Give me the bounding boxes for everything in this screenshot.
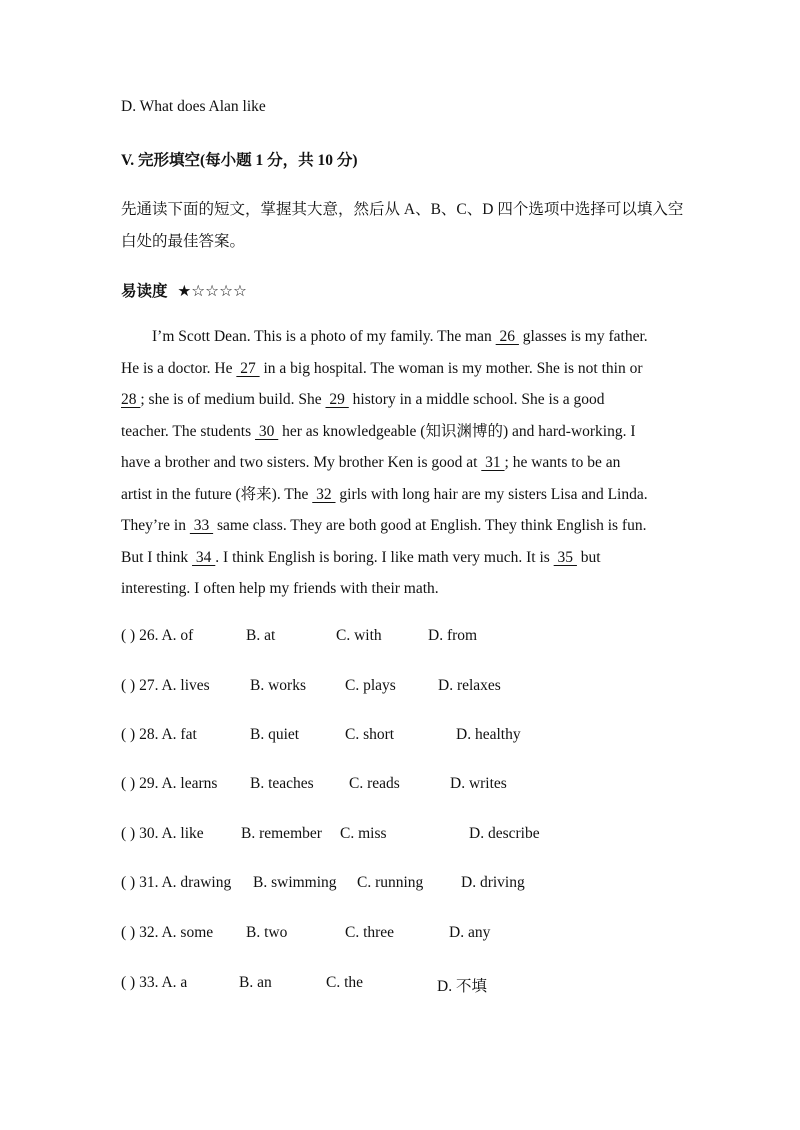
passage-blank: 29 bbox=[325, 391, 349, 408]
passage-line bbox=[121, 542, 681, 574]
option-c: C. three bbox=[345, 924, 395, 941]
passage-text: same class. They are both good at English. They think English is fun. bbox=[213, 517, 647, 534]
passage-text: They’re in bbox=[121, 517, 190, 534]
option-b: B. swimming bbox=[253, 874, 337, 891]
section-instruction-line-2: 白处的最佳答案。 bbox=[121, 233, 246, 250]
passage-line bbox=[121, 479, 681, 511]
question-number-option-a: ( ) 27. A. lives bbox=[121, 677, 210, 694]
passage-line bbox=[121, 416, 681, 448]
passage-text: ; he wants to be an bbox=[504, 454, 621, 471]
passage-text: artist in the future (将来). The bbox=[121, 485, 313, 503]
passage-text: He is a doctor. He bbox=[121, 359, 237, 377]
option-b: B. quiet bbox=[250, 726, 300, 743]
passage-text: her as knowledgeable (知识渊博的) and hard-working. I bbox=[278, 422, 636, 440]
passage-blank: 26 bbox=[495, 328, 519, 345]
option-b: B. remember bbox=[241, 825, 322, 842]
passage-text: I’m Scott Dean. This is a photo of my family. The man bbox=[121, 328, 496, 345]
difficulty-rating bbox=[121, 279, 247, 301]
option-d: D. describe bbox=[469, 825, 540, 842]
passage-line bbox=[121, 510, 681, 542]
question-number-option-a: ( ) 29. A. learns bbox=[121, 775, 218, 792]
option-d: D. from bbox=[428, 627, 478, 644]
option-d: D. any bbox=[449, 924, 491, 941]
option-d: D. writes bbox=[450, 775, 507, 792]
passage-blank: 35 bbox=[553, 548, 577, 566]
passage-text: interesting. I often help my friends with their math. bbox=[121, 580, 439, 597]
option-c: C. reads bbox=[349, 775, 400, 792]
passage-blank: 32 bbox=[312, 485, 336, 503]
passage-blank: 30 bbox=[255, 422, 279, 440]
passage-text: but bbox=[576, 548, 601, 566]
option-d: D. driving bbox=[461, 874, 525, 891]
passage-text: . I think English is boring. I like math very much. It is bbox=[215, 548, 554, 566]
option-b: B. at bbox=[246, 627, 276, 644]
question-number-option-a: ( ) 26. A. of bbox=[121, 627, 194, 644]
option-c: C. miss bbox=[340, 825, 387, 842]
option-c: C. the bbox=[326, 974, 364, 991]
option-c: C. running bbox=[357, 874, 424, 891]
passage-blank: 27 bbox=[236, 359, 260, 377]
option-b: B. an bbox=[239, 974, 272, 991]
option-b: B. two bbox=[246, 924, 288, 941]
section-title: V. 完形填空(每小题 1 分，共 10 分) bbox=[121, 152, 358, 169]
passage-text: But I think bbox=[121, 548, 193, 566]
passage-text: have a brother and two sisters. My brother Ken is good at bbox=[121, 454, 482, 471]
difficulty-label: 易读度 bbox=[121, 283, 168, 300]
question-number-option-a: ( ) 32. A. some bbox=[121, 924, 214, 941]
passage-line bbox=[121, 573, 681, 605]
passage-line bbox=[121, 384, 681, 416]
passage-text: ; she is of medium build. She bbox=[140, 391, 326, 408]
option-c: C. short bbox=[345, 726, 395, 743]
option-d: D. healthy bbox=[456, 726, 521, 743]
previous-question-option: D. What does Alan like bbox=[121, 98, 266, 115]
passage-text: girls with long hair are my sisters Lisa and Linda. bbox=[335, 485, 648, 503]
option-b: B. teaches bbox=[250, 775, 314, 792]
question-number-option-a: ( ) 33. A. a bbox=[121, 974, 188, 991]
question-number-option-a: ( ) 31. A. drawing bbox=[121, 874, 232, 891]
question-number-option-a: ( ) 28. A. fat bbox=[121, 726, 197, 743]
passage-blank: 28 bbox=[121, 391, 141, 408]
passage-text: history in a middle school. She is a good bbox=[348, 391, 605, 408]
passage-line bbox=[121, 321, 681, 353]
passage-text: glasses is my father. bbox=[518, 328, 648, 345]
question-number-option-a: ( ) 30. A. like bbox=[121, 825, 204, 842]
option-b: B. works bbox=[250, 677, 306, 694]
passage-text: teacher. The students bbox=[121, 422, 256, 440]
difficulty-stars: ★☆☆☆☆ bbox=[177, 282, 247, 300]
passage-line bbox=[121, 353, 681, 385]
passage-blank: 31 bbox=[481, 454, 505, 471]
option-d: D. relaxes bbox=[438, 677, 501, 694]
passage-blank: 33 bbox=[189, 517, 214, 534]
option-c: C. with bbox=[336, 627, 382, 644]
option-d: D. 不填 bbox=[437, 978, 487, 995]
passage-blank: 34 bbox=[192, 548, 216, 566]
passage-text: in a big hospital. The woman is my mother. She is not thin or bbox=[259, 359, 643, 377]
section-instruction-line-1: 先通读下面的短文，掌握其大意，然后从 A、B、C、D 四个选项中选择可以填入空 bbox=[121, 201, 684, 218]
option-c: C. plays bbox=[345, 677, 396, 694]
passage-line bbox=[121, 447, 681, 479]
cloze-passage bbox=[121, 321, 681, 605]
